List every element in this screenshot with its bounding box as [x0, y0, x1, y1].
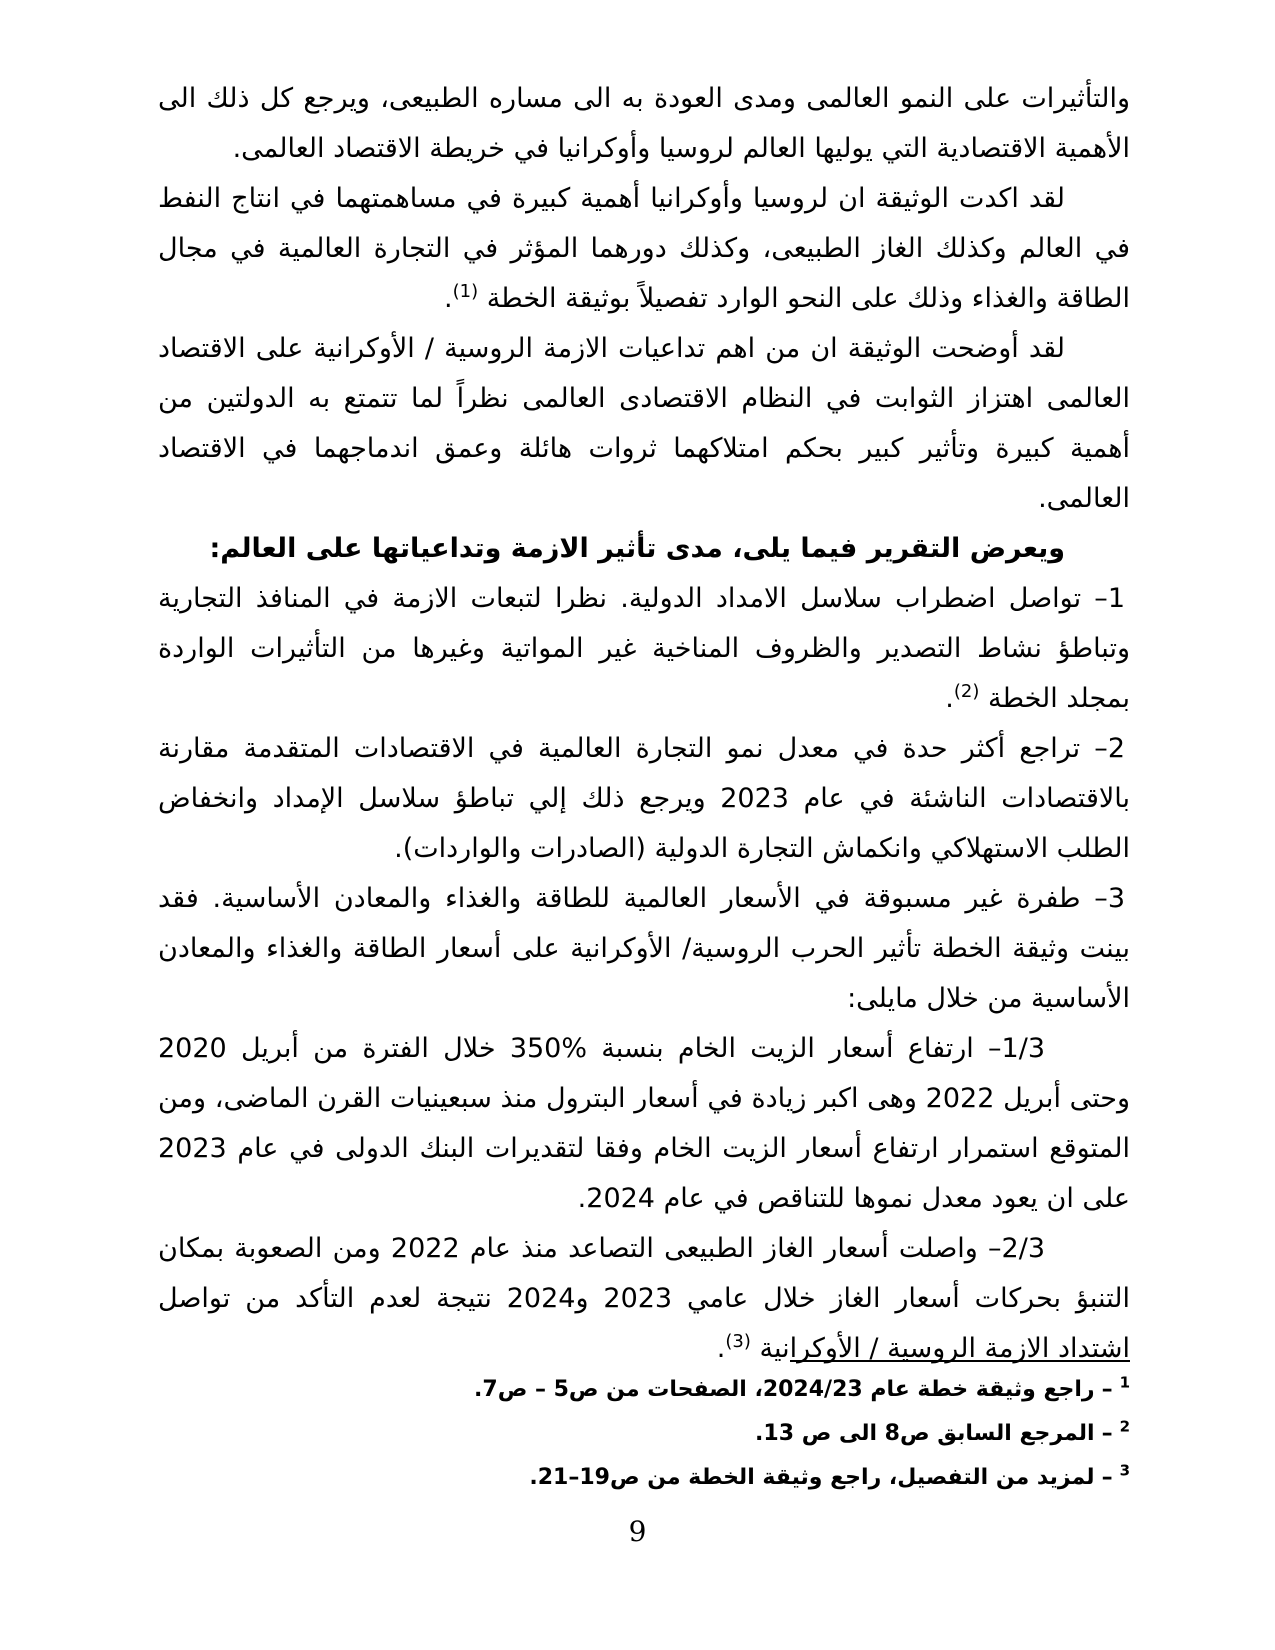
numbered-item-1 [158, 574, 1130, 724]
sub-item-3-2-tail: . [716, 1333, 726, 1364]
footnote-3-dash: – [1101, 1465, 1113, 1490]
numbered-item-1-text: 1– تواصل اضطراب سلاسل الامداد الدولية. نظرا لتبعات الازمة في المنافذ التجارية وتباطؤ نشاط التصدير والظروف المناخية غير المواتية وغيرها من التأثيرات الواردة بمجلد الخطة [158, 583, 1130, 714]
page-number: 9 [628, 1515, 647, 1548]
paragraph-continuation [158, 74, 1130, 174]
footnote-ref-2: (2) [953, 681, 980, 702]
footnote-ref-1: (1) [452, 281, 479, 302]
section-heading-text: ويعرض التقرير فيما يلى، مدى تأثير الازمة وتداعياتها على العالم: [209, 533, 1065, 564]
numbered-item-3 [158, 874, 1130, 1024]
paragraph-oil-gas-text: لقد اكدت الوثيقة ان لروسيا وأوكرانيا أهمية كبيرة في مساهمتهما في انتاج النفط في العالم وكذلك الغاز الطبيعى، وكذلك دورهما المؤثر في التجارة العالمية في مجال الطاقة والغذاء وذلك على النحو الوارد تفصيلاً بوثيقة الخطة [158, 183, 1130, 314]
sub-item-3-1-text: 1/3– ارتفاع أسعار الزيت الخام بنسبة %350 خلال الفترة من أبريل 2020 وحتى أبريل 2022 وهى اكبر زيادة في أسعار البترول منذ سبعينيات القرن الماضى، ومن المتوقع استمرار ارتفاع أسعار الزيت الخام وفقا لتقديرات البنك الدولى في عام 2023 على ان يعود معدل نموها للتناقص في عام 2024. [158, 1033, 1131, 1214]
footnote-3 [158, 1456, 1130, 1500]
paragraph-crisis-repercussions [158, 324, 1130, 524]
footnote-2 [158, 1412, 1130, 1456]
numbered-item-1-tail: . [945, 683, 954, 714]
footnote-separator-rule [790, 1360, 1130, 1362]
numbered-item-2-text: 2– تراجع أكثر حدة في معدل نمو التجارة العالمية في الاقتصادات المتقدمة مقارنة بالاقتصادات الناشئة في عام 2023 ويرجع ذلك إلي تباطؤ سلاسل الإمداد وانخفاض الطلب الاستهلاكي وانكماش التجارة الدولية (الصادرات والواردات). [158, 733, 1131, 864]
footnote-ref-3: (3) [725, 1331, 751, 1352]
paragraph-oil-gas-tail: . [444, 283, 453, 314]
numbered-item-2 [158, 724, 1130, 874]
footnote-1-text: راجع وثيقة خطة عام 2024/23، الصفحات من ص5 – ص7. [474, 1377, 1095, 1402]
section-heading [158, 524, 1130, 574]
numbered-item-3-text: 3– طفرة غير مسبوقة في الأسعار العالمية للطاقة والغذاء والمعادن الأساسية. فقد بينت وثيقة الخطة تأثير الحرب الروسية/ الأوكرانية على أسعار الطاقة والغذاء والمعادن الأساسية من خلال مايلى: [158, 883, 1130, 1014]
footnote-3-text: لمزيد من التفصيل، راجع وثيقة الخطة من ص19–21. [529, 1465, 1095, 1490]
sub-item-3-2-text: 2/3– واصلت أسعار الغاز الطبيعى التصاعد منذ عام 2022 ومن الصعوبة بمكان التنبؤ بحركات أسعار الغاز خلال عامي 2023 و2024 نتيجة لعدم التأكد من تواصل اشتداد الازمة الروسية / الأوكرانية [158, 1233, 1131, 1364]
paragraph-oil-gas-importance [158, 174, 1130, 324]
paragraph-crisis-text: لقد أوضحت الوثيقة ان من اهم تداعيات الازمة الروسية / الأوكرانية على الاقتصاد العالمى اهتزاز الثوابت في النظام الاقتصادى العالمى نظراً لما تتمتع به الدولتين من أهمية كبيرة وتأثير كبير بحكم امتلاكهما ثروات هائلة وعمق اندماجهما في الاقتصاد العالمى. [158, 333, 1130, 514]
body-text-block [158, 74, 1130, 1374]
footnote-2-dash: – [1101, 1421, 1113, 1446]
paragraph-continuation-text: والتأثيرات على النمو العالمى ومدى العودة به الى مساره الطبيعى، ويرجع كل ذلك الى الأهمية الاقتصادية التي يوليها العالم لروسيا وأوكرانيا في خريطة الاقتصاد العالمى. [158, 83, 1130, 164]
footnote-2-number: 2 [1119, 1417, 1130, 1436]
footnote-1-dash: – [1101, 1377, 1113, 1402]
footnotes-block [158, 1368, 1130, 1500]
footnote-1 [158, 1368, 1130, 1412]
sub-item-3-1 [158, 1024, 1130, 1224]
footnote-1-number: 1 [1119, 1373, 1130, 1392]
footnote-3-number: 3 [1119, 1461, 1130, 1480]
sub-item-3-2 [158, 1224, 1130, 1374]
footnote-2-text: المرجع السابق ص8 الى ص 13. [755, 1421, 1095, 1446]
